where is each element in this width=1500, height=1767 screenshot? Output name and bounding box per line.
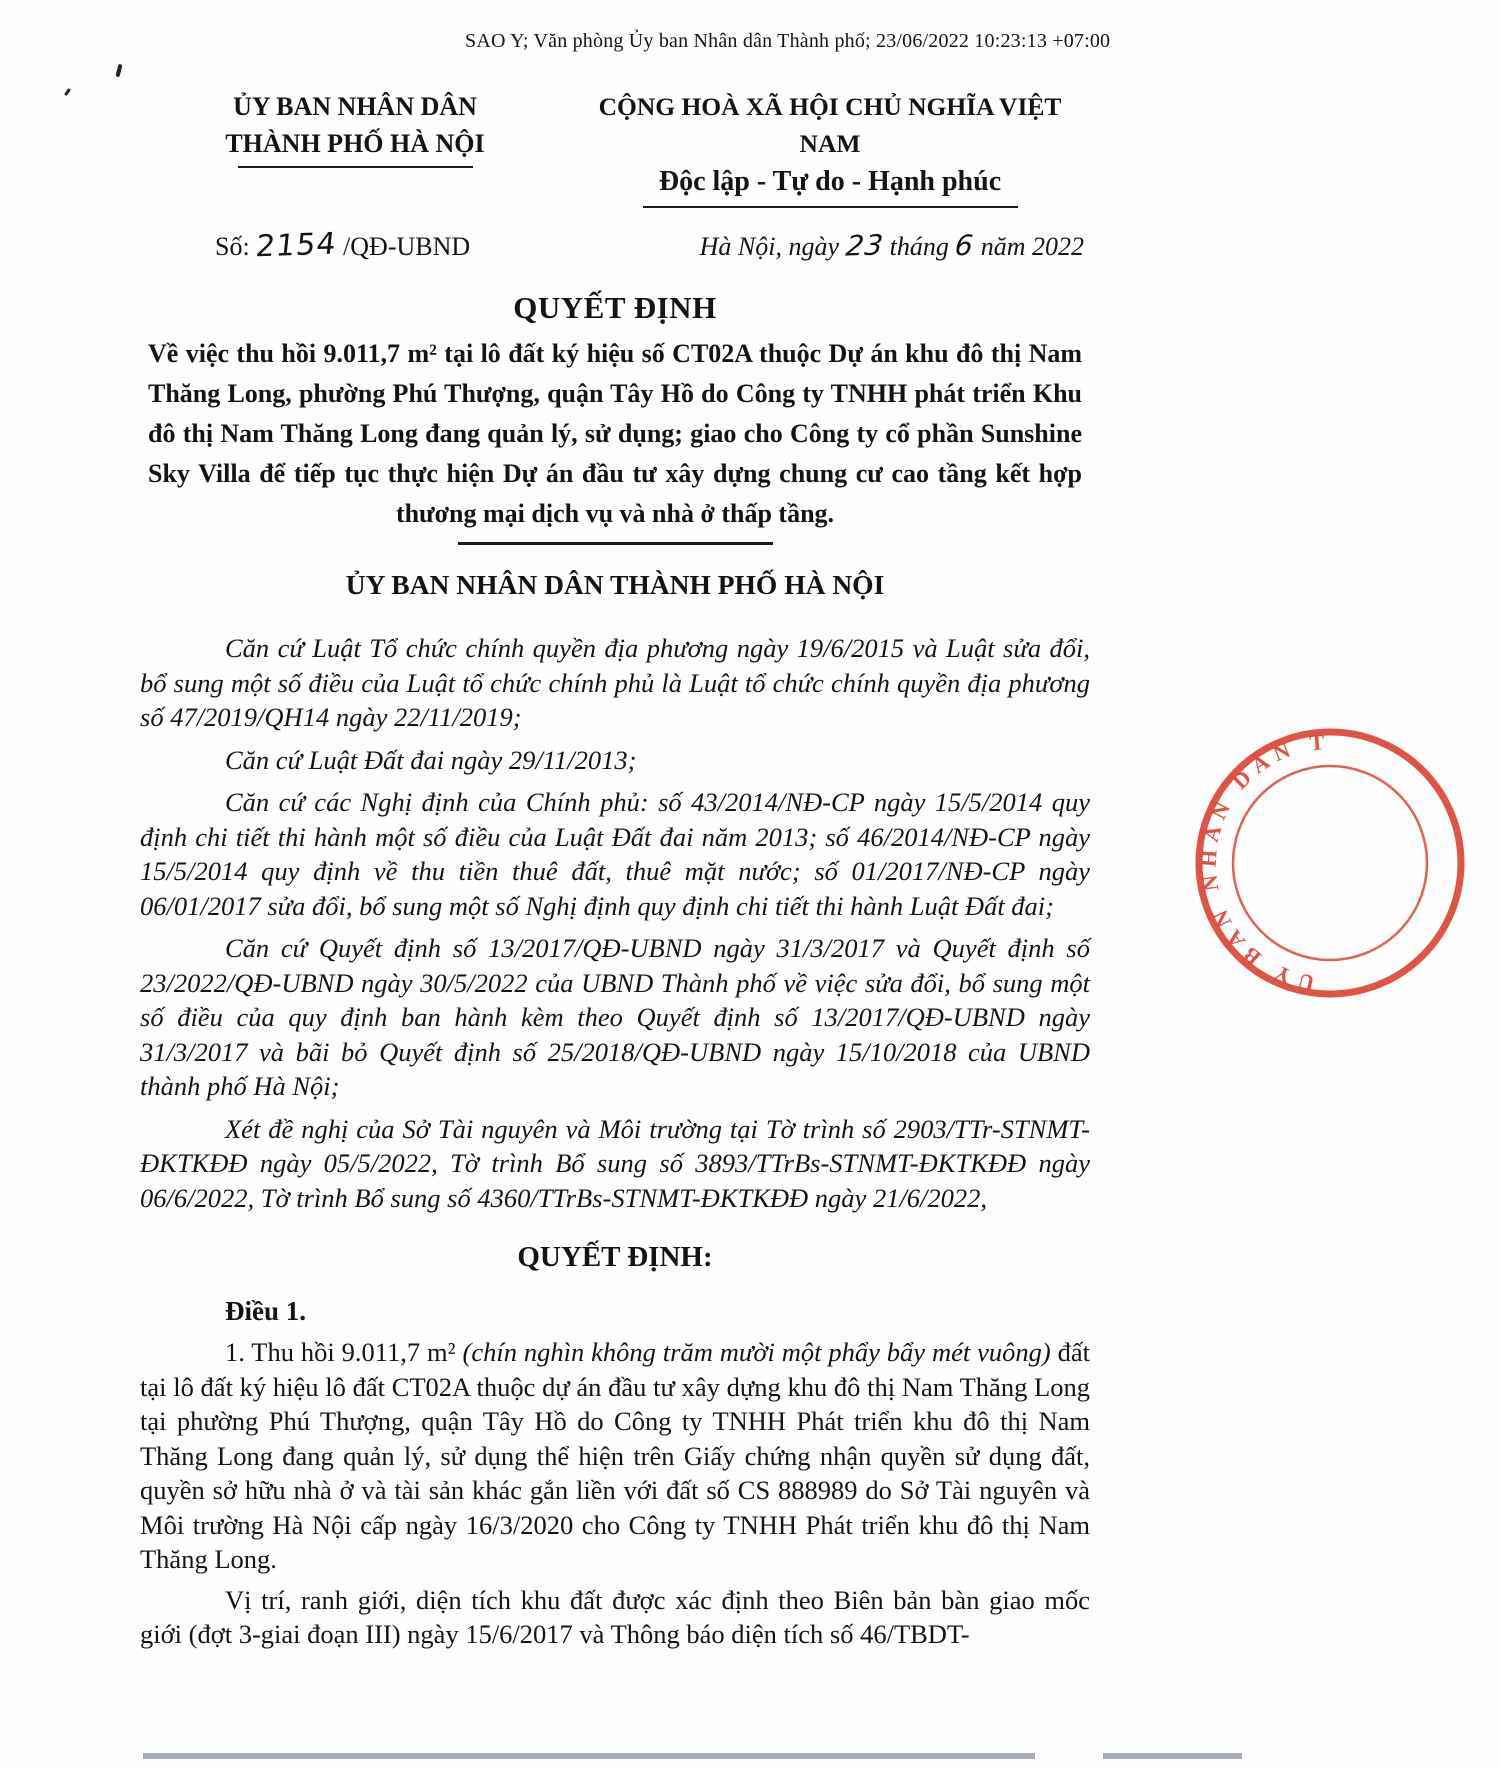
official-red-stamp: [1160, 693, 1500, 1033]
red-seal-icon: [1160, 693, 1500, 1033]
number-prefix: Số:: [215, 232, 250, 261]
document-number: [140, 226, 471, 265]
subject-underline: [458, 542, 773, 545]
svg-text:ỦY BAN NHÂN DÂN THÀNH PHỐ: [1160, 693, 1332, 996]
day-handwritten: 23: [843, 228, 886, 263]
issuer-line1: ỦY BAN NHÂN DÂN: [233, 92, 477, 121]
scan-speck: [64, 88, 71, 96]
preamble-paragraph: Căn cứ Quyết định số 13/2017/QĐ-UBND ngày 31/3/2017 và Quyết định số 23/2022/QĐ-UBND ngày 30/5/2022 của UBND Thành phố về việc sửa đổi, bổ sung một số điều của quy định ban hành kèm theo Quyết định số 13/2017/QĐ-UBND ngày 31/3/2017 và bãi bỏ Quyết định số 25/2018/QĐ-UBND ngày 15/10/2018 của UBND thành phố Hà Nội;: [140, 933, 1090, 1101]
document-body: [140, 88, 1090, 1658]
scan-speck: [115, 64, 122, 78]
certification-stamp-text: SAO Y; Văn phòng Ủy ban Nhân dân Thành phố; 23/06/2022 10:23:13 +07:00: [465, 30, 1111, 52]
authority-heading: ỦY BAN NHÂN DÂN THÀNH PHỐ HÀ NỘI: [345, 569, 885, 600]
article-1-clause-1: [140, 1335, 1090, 1577]
clause-1-rest: đất tại lô đất ký hiệu lô đất CT02A thuộc dự án đầu tư xây dựng khu đô thị Nam Thăng Long tại phường Phú Thượng, quận Tây Hồ do Công ty TNHH Phát triển khu đô thị Nam Thăng Long đang quản lý, sử dụng thể hiện trên Giấy chứng nhận quyền sử dụng đất, quyền sở hữu nhà ở và tài sản khác gắn liền với đất số CS 888989 do Sở Tài nguyên và Môi trường Hà Nội cấp ngày 16/3/2020 cho Công ty TNHH Phát triển khu đô thị Nam Thăng Long.: [140, 1337, 1090, 1574]
decision-heading: QUYẾT ĐỊNH:: [517, 1241, 713, 1273]
preamble-paragraph: Xét đề nghị của Sở Tài nguyên và Môi trường tại Tờ trình số 2903/TTr-STNMT-ĐKTKĐĐ ngày 05/5/2022, Tờ trình Bổ sung số 3893/TTrBs-STNMT-ĐKTKĐĐ ngày 06/6/2022, Tờ trình Bổ sung số 4360/TTrBs-STNMT-ĐKTKĐĐ ngày 21/6/2022,: [140, 1113, 1090, 1213]
dateline-post: năm 2022: [980, 232, 1084, 261]
document-subject: Về việc thu hồi 9.011,7 m² tại lô đất ký hiệu số CT02A thuộc Dự án khu đô thị Nam Thăng Long, phường Phú Thượng, quận Tây Hồ do Công ty TNHH phát triển Khu đô thị Nam Thăng Long đang quản lý, sử dụng; giao cho Công ty cổ phần Sunshine Sky Villa để tiếp tục thực hiện Dự án đầu tư xây dựng chung cư cao tầng kết hợp thương mại dịch vụ và nhà ở thấp tầng.: [148, 339, 1082, 528]
preamble-section: [140, 631, 1090, 1215]
scan-artifact-bar: [1103, 1753, 1242, 1759]
place-date-line: [699, 228, 1090, 263]
preamble-paragraph: Căn cứ Luật Đất đai ngày 29/11/2013;: [225, 744, 637, 775]
clause-1-lead: 1. Thu hồi 9.011,7 m²: [225, 1337, 463, 1367]
article-1-heading: Điều 1.: [225, 1296, 306, 1326]
issuer-line2: THÀNH PHỐ HÀ NỘI: [225, 129, 485, 158]
motto-line2: Độc lập - Tự do - Hạnh phúc: [658, 166, 1002, 197]
clause-1-amount-in-words: (chín nghìn không trăm mười một phẩy bẩy mét vuông): [462, 1337, 1051, 1367]
national-motto-block: [570, 88, 1090, 208]
motto-line1: CỘNG HOÀ XÃ HỘI CHỦ NGHĨA VIỆT NAM: [598, 92, 1062, 158]
motto-underline: [643, 206, 1018, 208]
number-handwritten: 2154: [254, 226, 339, 265]
issuer-underline: [238, 166, 473, 168]
month-handwritten: 6: [953, 228, 977, 263]
dateline-mid: tháng: [889, 232, 949, 261]
preamble-paragraph: Căn cứ các Nghị định của Chính phủ: số 43/2014/NĐ-CP ngày 15/5/2014 quy định chi tiết thi hành một số điều của Luật Đất đai năm 2013; số 46/2014/NĐ-CP ngày 15/5/2014 quy định về thu tiền thuê đất, thuê mặt nước; số 01/2017/NĐ-CP ngày 06/01/2017 sửa đổi, bổ sung một số Nghị định quy định chi tiết thi hành Luật Đất đai;: [140, 787, 1090, 921]
number-date-row: [140, 226, 1090, 265]
document-title: QUYẾT ĐỊNH: [513, 290, 717, 325]
number-suffix: /QĐ-UBND: [343, 232, 471, 261]
article-1-clause-2: Vị trí, ranh giới, diện tích khu đất được xác định theo Biên bản bàn giao mốc giới (đợt 3-giai đoạn III) ngày 15/6/2017 và Thông báo diện tích số 46/TBDT-: [140, 1584, 1090, 1649]
issuing-authority-block: [140, 88, 570, 208]
stamp-curved-text: ỦY BAN NHÂN DÂN T: [1195, 728, 1333, 997]
dateline-pre: Hà Nội, ngày: [699, 232, 840, 261]
document-header: [140, 88, 1090, 208]
scan-artifact-bar: [143, 1753, 1035, 1759]
article-1: [140, 1296, 1090, 1652]
preamble-paragraph: Căn cứ Luật Tổ chức chính quyền địa phương ngày 19/6/2015 và Luật sửa đổi, bổ sung một số điều của Luật tổ chức chính phủ là Luật tổ chức chính quyền địa phương số 47/2019/QH14 ngày 22/11/2019;: [140, 633, 1090, 732]
